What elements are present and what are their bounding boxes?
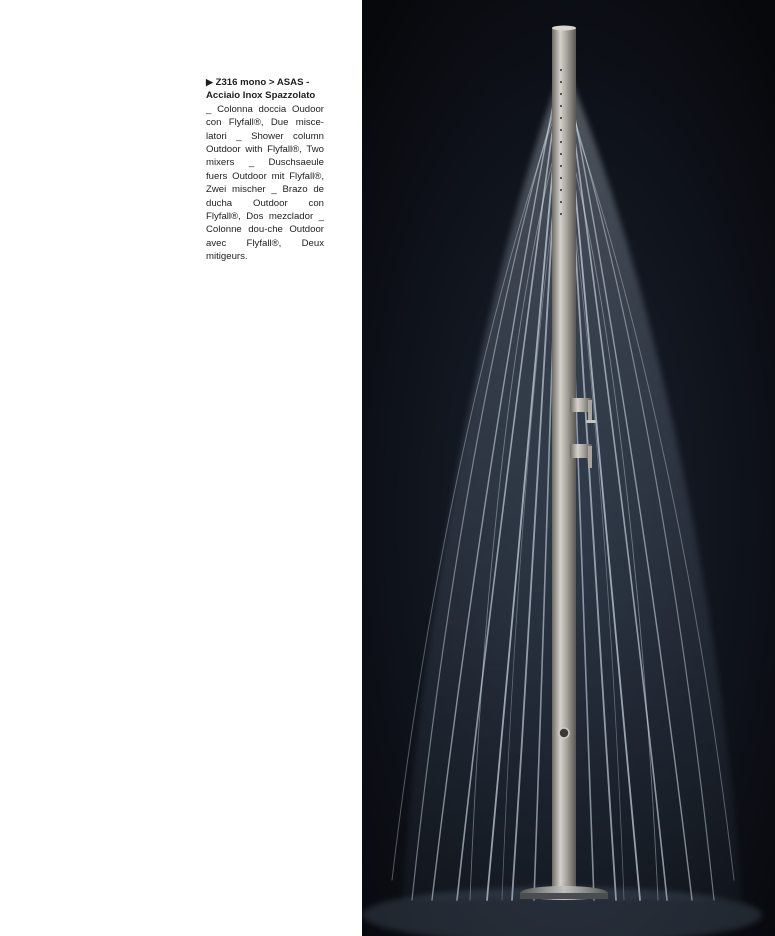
caption-body: _ Colonna doccia Oudoor con Flyfall®, Due misce-latori _ Shower column Outdoor with Flyfall®, Two mixers _ Duschsaeule fuers Outdoor mit Flyfall®, Zwei mischer _ Brazo de ducha Outdoor con Flyfall®, Dos mezclador _ Colonne dou-che Outdoor avec Flyfall®, Deux mitigeurs.: [206, 103, 324, 263]
product-photo: [362, 0, 775, 936]
foot-valve: [559, 728, 569, 738]
steel-column: [552, 28, 576, 900]
shower-column-image: [362, 0, 775, 936]
caption-title: [206, 76, 324, 103]
caption-title-text: Z316 mono > ASAS - Acciaio Inox Spazzolato: [206, 77, 316, 102]
product-caption: [206, 76, 324, 264]
play-arrow-icon: ▶: [206, 77, 213, 87]
column-top-cap: [552, 26, 576, 31]
